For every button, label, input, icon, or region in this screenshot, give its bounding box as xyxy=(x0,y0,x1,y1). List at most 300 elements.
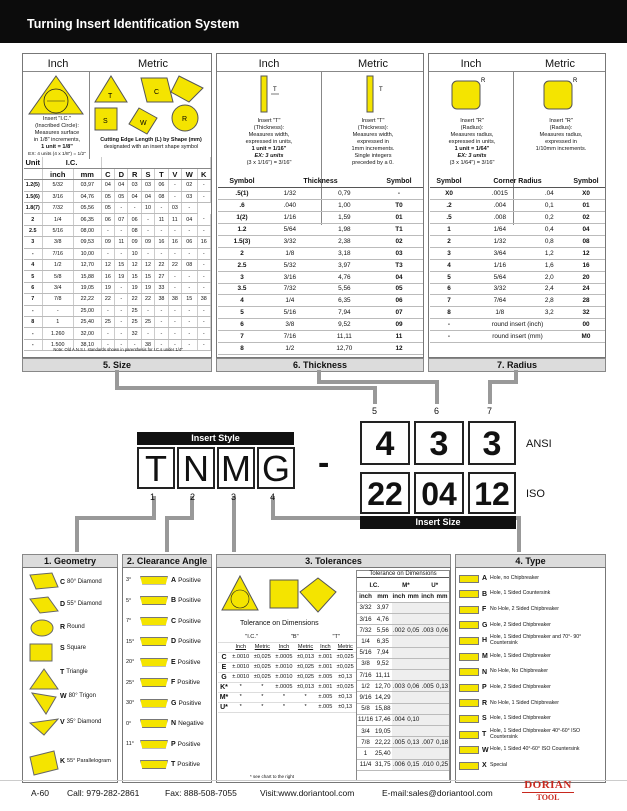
table-cell: - xyxy=(168,328,181,339)
clearance-angle: 30° xyxy=(126,700,135,706)
table-cell: 06 xyxy=(101,214,114,225)
tolerance-ic-row xyxy=(357,748,449,759)
table-cell: 5/8 xyxy=(42,271,73,282)
tolerance-ic-row xyxy=(357,681,449,692)
table-cell: - xyxy=(168,225,181,236)
clearance-code: P xyxy=(171,740,176,748)
insert-profile-icon xyxy=(140,658,168,667)
clearance-item xyxy=(126,736,212,752)
ansi-number-6: 6 xyxy=(434,406,440,416)
table-cell: 11,11 xyxy=(314,331,375,343)
footer-visit: Visit:www.doriantool.com xyxy=(260,788,355,798)
table-cell: 09 xyxy=(141,237,154,248)
table-cell: .5 xyxy=(430,212,468,224)
style-letter-1: T xyxy=(137,447,175,489)
type-text: No Hole, 2 Sided Chipbreaker xyxy=(490,605,559,612)
size-col: K xyxy=(197,168,210,179)
table-cell: ±0,025 xyxy=(252,662,274,672)
tol-head: "B" xyxy=(273,632,316,642)
table-cell: 8 xyxy=(218,342,266,354)
type-text: Hole, 1 Sided Countersink xyxy=(490,590,551,597)
table-cell: 7/16 xyxy=(266,331,314,343)
table-cell: 22,22 xyxy=(374,737,391,748)
type-code: F xyxy=(482,606,487,614)
tol-rhead2: inch xyxy=(420,591,435,602)
table-cell: 9/16 xyxy=(357,692,374,703)
rad-inch-1: (Radius): xyxy=(460,125,484,131)
table-cell: 1.260 xyxy=(42,328,73,339)
clearance-angle: 11° xyxy=(126,741,134,747)
clearance-item xyxy=(126,613,212,629)
table-cell xyxy=(420,614,435,625)
table-cell: - xyxy=(182,282,197,293)
table-cell: 2 xyxy=(218,247,266,259)
thick-metric-5: Single integers xyxy=(354,153,392,159)
thickness-row xyxy=(218,342,423,354)
table-cell: 1,2 xyxy=(532,247,567,259)
table-cell: .04 xyxy=(532,188,567,200)
size-row xyxy=(24,248,211,259)
table-cell xyxy=(420,748,435,759)
svg-text:S: S xyxy=(103,118,108,125)
thickness-row xyxy=(218,319,423,331)
table-cell: 1(2) xyxy=(218,212,266,224)
table-cell: 3/32 xyxy=(468,283,532,295)
table-cell: - xyxy=(182,339,197,350)
tol-head2: Inch xyxy=(230,642,252,652)
type-item xyxy=(459,711,605,726)
geometry-text: 80° Diamond xyxy=(67,579,102,585)
clearance-item xyxy=(126,757,212,773)
table-cell: - xyxy=(155,328,168,339)
table-cell: 08,00 xyxy=(73,225,101,236)
table-cell: 1.2(5) xyxy=(24,180,42,191)
table-cell xyxy=(420,692,435,703)
geometry-label: 1. Geometry xyxy=(22,554,118,568)
svg-text:T: T xyxy=(379,87,383,93)
size-inch-desc-1: (Inscribed Circle): xyxy=(35,123,79,129)
geometry-item-t xyxy=(60,662,88,682)
geometry-code: S xyxy=(60,644,65,652)
table-cell: 0,05 xyxy=(406,625,420,636)
thick-inch-3: expressed in units, xyxy=(245,139,293,145)
tol-footnote: * see chart to the right xyxy=(250,774,295,779)
geometry-text: 80° Trigon xyxy=(68,693,96,699)
table-cell: ±.001 xyxy=(316,682,334,692)
rad-inch-0: Insert "R" xyxy=(460,118,484,124)
table-cell: K* xyxy=(218,682,230,692)
type-code: X xyxy=(482,762,487,770)
table-cell: 7 xyxy=(430,295,468,307)
table-cell: 1/64 xyxy=(468,224,532,236)
table-cell: - xyxy=(168,248,181,259)
table-cell: - xyxy=(24,339,42,350)
clearance-text: Positive xyxy=(178,699,202,707)
clearance-item xyxy=(126,572,212,588)
table-cell: .004 xyxy=(468,200,532,212)
footer-fax: Fax: 888-508-7055 xyxy=(165,788,237,798)
geometry-item-v xyxy=(60,712,101,732)
table-cell: 4,76 xyxy=(314,271,375,283)
table-cell: ±0,025 xyxy=(252,652,274,662)
table-cell: 1/16 xyxy=(266,212,314,224)
table-cell: 6,35 xyxy=(374,636,391,647)
table-cell: 25,00 xyxy=(73,305,101,316)
table-cell: 03 xyxy=(141,180,154,191)
clearance-code: C xyxy=(171,617,177,625)
geometry-item-r xyxy=(60,617,85,637)
table-cell: - xyxy=(168,180,181,191)
insert-style-label: Insert Style xyxy=(137,432,294,445)
tolerance-ic-row xyxy=(357,714,449,725)
size-inch-desc-5: EX: 4 units (4 x 1/8") = 1/2" xyxy=(28,152,86,157)
table-cell xyxy=(406,670,420,681)
radius-row xyxy=(430,247,605,259)
table-cell: C xyxy=(218,652,230,662)
table-cell: * xyxy=(273,692,295,702)
insert-section-icon xyxy=(459,715,479,723)
table-cell: 16 xyxy=(567,259,605,271)
table-cell xyxy=(392,703,407,714)
insert-profile-icon xyxy=(140,576,168,585)
table-cell: ±.001 xyxy=(316,652,334,662)
type-text: Hole, 2 Sided Chipbreaker xyxy=(490,621,551,628)
table-cell: 38,10 xyxy=(73,339,101,350)
table-cell: 3,2 xyxy=(532,307,567,319)
insert-profile-icon xyxy=(140,699,168,708)
tol-head2: Metric xyxy=(252,642,274,652)
table-cell xyxy=(392,647,407,658)
ansi-digit-2: 3 xyxy=(414,421,464,465)
table-cell: 05 xyxy=(101,191,114,202)
radius-panel xyxy=(428,53,606,358)
ansi-digit-3: 3 xyxy=(468,421,516,465)
rad-inch-2: Measures radius, xyxy=(450,132,494,138)
table-cell: 27 xyxy=(155,271,168,282)
radius-insert-icon-metric xyxy=(541,74,581,114)
table-cell xyxy=(406,658,420,669)
tol-rhead2: mm xyxy=(435,591,449,602)
table-cell: 3/8 xyxy=(357,658,374,669)
geometry-code: C xyxy=(60,578,66,586)
table-cell: 19,05 xyxy=(374,725,391,736)
letter-number-3: 3 xyxy=(231,492,237,502)
table-cell: ±0,025 xyxy=(295,662,317,672)
size-label: 5. Size xyxy=(22,358,212,372)
insert-section-icon xyxy=(459,575,479,583)
table-cell: 06 xyxy=(155,180,168,191)
table-cell: 19 xyxy=(128,282,141,293)
tol-head: "T" xyxy=(316,632,356,642)
size-row xyxy=(24,271,211,282)
clearance-item xyxy=(126,675,212,691)
table-cell: 19 xyxy=(101,282,114,293)
letter-number-4: 4 xyxy=(270,492,276,502)
table-cell: 05,56 xyxy=(73,203,101,214)
table-cell: 04 xyxy=(182,214,197,225)
table-cell: - xyxy=(197,214,210,225)
table-cell: 14,29 xyxy=(374,692,391,703)
clearance-text: Positive xyxy=(177,658,201,666)
clearance-item xyxy=(126,593,212,609)
size-col: D xyxy=(115,168,128,179)
table-cell: ±.0010 xyxy=(273,662,295,672)
type-item xyxy=(459,680,605,695)
thick-metric-2: Measures width, xyxy=(352,132,394,138)
rad-metric-3: expressed in xyxy=(545,139,577,145)
size-col: mm xyxy=(73,168,101,179)
size-inch-desc-2: Measures surface xyxy=(34,130,80,136)
table-cell: - xyxy=(168,305,181,316)
insert-size-label: Insert Size xyxy=(360,516,516,529)
table-cell: - xyxy=(197,248,210,259)
connector-lines xyxy=(0,368,627,558)
table-cell: 7/16 xyxy=(357,670,374,681)
clearance-angle: 20° xyxy=(126,659,135,665)
thickness-row xyxy=(218,331,423,343)
table-cell: - xyxy=(101,328,114,339)
table-cell: 3 xyxy=(430,247,468,259)
table-cell: 19,05 xyxy=(73,282,101,293)
size-col: C xyxy=(101,168,114,179)
size-row xyxy=(24,237,211,248)
iso-digit-3: 12 xyxy=(468,472,516,514)
table-cell: 7 xyxy=(218,331,266,343)
rad-metric-2: Measures radius, xyxy=(539,132,583,138)
table-cell: - xyxy=(197,260,210,271)
type-code: B xyxy=(482,590,488,598)
table-cell: 4 xyxy=(430,259,468,271)
tolerance-ic-row xyxy=(357,625,449,636)
size-row xyxy=(24,203,211,214)
table-cell xyxy=(392,602,407,613)
tolerance-letter-table xyxy=(218,632,356,713)
table-cell: 32 xyxy=(567,307,605,319)
table-cell: 1.500 xyxy=(42,339,73,350)
rad-head-symbol2: Symbol xyxy=(567,176,605,188)
geometry-text: 55° Diamond xyxy=(67,601,102,607)
table-cell: 1,00 xyxy=(314,200,375,212)
geometry-text: 55° Parallelogram xyxy=(67,758,111,764)
clearance-text: Negative xyxy=(178,720,204,727)
table-cell xyxy=(435,703,449,714)
tolerance-ic-row xyxy=(357,636,449,647)
table-cell: 3,97 xyxy=(314,259,375,271)
size-row xyxy=(24,260,211,271)
ansi-number-7: 7 xyxy=(487,406,493,416)
size-inch-heading: Inch xyxy=(47,58,69,70)
tolerance-ic-row xyxy=(357,759,449,770)
tol-head2: Metric xyxy=(295,642,317,652)
table-cell: ±0,013 xyxy=(295,652,317,662)
rad-inch-6: (3 x 1/64") = 3/16" xyxy=(449,160,495,166)
table-cell: 01 xyxy=(375,212,423,224)
clearance-item xyxy=(126,654,212,670)
thickness-row xyxy=(218,271,423,283)
table-cell: 5/16 xyxy=(357,647,374,658)
table-cell: 08 xyxy=(128,225,141,236)
table-cell: - xyxy=(197,180,210,191)
table-cell: 3/64 xyxy=(468,247,532,259)
table-cell: 38 xyxy=(155,294,168,305)
footer-call: Call: 979-282-2861 xyxy=(67,788,140,798)
tol-head xyxy=(218,632,230,642)
table-cell: ±.0010 xyxy=(230,652,252,662)
table-cell: 8 xyxy=(430,307,468,319)
table-cell xyxy=(435,725,449,736)
table-cell: - xyxy=(182,203,197,214)
table-cell: 7/32 xyxy=(42,203,73,214)
size-row xyxy=(24,328,211,339)
table-cell: 01 xyxy=(567,200,605,212)
table-cell: .003 xyxy=(392,681,407,692)
table-cell xyxy=(406,748,420,759)
table-cell: 38 xyxy=(168,294,181,305)
size-col: R xyxy=(128,168,141,179)
type-code: T xyxy=(482,731,487,738)
size-row xyxy=(24,282,211,293)
clearance-item xyxy=(126,634,212,650)
table-cell: 20 xyxy=(567,271,605,283)
table-cell: 22 xyxy=(141,294,154,305)
thickness-row xyxy=(218,235,423,247)
table-cell: .5(1) xyxy=(218,188,266,200)
table-cell: .004 xyxy=(392,714,407,725)
table-cell: 09 xyxy=(375,319,423,331)
table-cell: 03,97 xyxy=(73,180,101,191)
table-cell: - xyxy=(197,328,210,339)
table-cell: 32 xyxy=(128,328,141,339)
tol-rhead: I.C. xyxy=(357,580,392,591)
table-cell: * xyxy=(273,702,295,712)
table-cell: 3,18 xyxy=(314,247,375,259)
table-cell: 0,79 xyxy=(314,188,375,200)
type-item xyxy=(459,758,605,773)
insert-section-icon xyxy=(459,746,479,754)
table-cell: 7,94 xyxy=(374,647,391,658)
type-text: Hole, 1 Sided Chipbreaker xyxy=(490,652,551,659)
table-cell: 1.5(3) xyxy=(218,235,266,247)
logo-bottom: TOOL xyxy=(522,792,574,803)
table-cell: .005 xyxy=(392,737,407,748)
tolerance-ic-row xyxy=(357,658,449,669)
table-cell: 6,35 xyxy=(314,295,375,307)
type-text: Hole, no Chipbreaker xyxy=(490,574,540,581)
geometry-item-w xyxy=(60,686,96,706)
dorian-logo[interactable] xyxy=(522,779,574,807)
size-col: T xyxy=(155,168,168,179)
thick-metric-1: (Thickness): xyxy=(357,125,389,131)
table-cell: 17,46 xyxy=(374,714,391,725)
table-cell: 22 xyxy=(101,294,114,305)
logo-top: DORIAN xyxy=(524,779,572,791)
table-cell: 1/8 xyxy=(266,247,314,259)
table-cell: 12,70 xyxy=(73,260,101,271)
tolerance-ic-row xyxy=(357,737,449,748)
table-cell: 11/16 xyxy=(357,714,374,725)
table-cell: 0,18 xyxy=(435,737,449,748)
table-cell xyxy=(406,636,420,647)
table-cell: - xyxy=(197,282,210,293)
tolerance-ic-row xyxy=(357,703,449,714)
table-cell: ±0,025 xyxy=(252,672,274,682)
size-head-unit: Unit xyxy=(25,157,41,167)
table-cell: 2,4 xyxy=(532,283,567,295)
table-cell: 1 xyxy=(42,316,73,327)
table-cell: 6 xyxy=(430,283,468,295)
table-cell: .006 xyxy=(392,759,407,770)
table-cell: * xyxy=(230,692,252,702)
type-text: Hole, 1 Sided Chipbreaker and 70°- 90° Countersink xyxy=(490,634,582,646)
table-cell: 7/16 xyxy=(42,248,73,259)
tolerance-ic-row xyxy=(357,602,449,613)
table-cell: 7/8 xyxy=(42,294,73,305)
thick-inch-2: Measures width, xyxy=(248,132,290,138)
thick-inch-1: (Thickness): xyxy=(253,125,285,131)
table-cell: E xyxy=(218,662,230,672)
table-cell: 03 xyxy=(182,191,197,202)
table-cell: 25 xyxy=(141,316,154,327)
table-cell: ±0,025 xyxy=(295,672,317,682)
tolerance-row xyxy=(218,652,356,662)
table-cell: 11 xyxy=(168,214,181,225)
table-cell: 04 xyxy=(375,271,423,283)
thickness-insert-icon xyxy=(255,74,283,118)
thick-head-symbol2: Symbol xyxy=(375,176,423,188)
table-cell: - xyxy=(168,339,181,350)
table-cell: 22,22 xyxy=(73,294,101,305)
table-cell: T1 xyxy=(375,224,423,236)
footer-email: E-mail:sales@doriantool.com xyxy=(382,788,493,798)
table-cell: 3/32 xyxy=(357,602,374,613)
table-cell: 0,10 xyxy=(406,714,420,725)
table-cell: ±.0010 xyxy=(273,672,295,682)
insert-section-icon xyxy=(459,762,479,770)
table-cell: - xyxy=(197,305,210,316)
type-code: S xyxy=(482,715,487,723)
tol-head2 xyxy=(218,642,230,652)
table-cell: 1/4 xyxy=(42,214,73,225)
table-cell: 03 xyxy=(168,203,181,214)
table-cell: 04 xyxy=(567,224,605,236)
size-table xyxy=(24,157,211,351)
svg-text:R: R xyxy=(573,78,578,84)
geometry-code: K xyxy=(60,757,66,765)
table-cell: 6 xyxy=(24,282,42,293)
table-cell: ±0,13 xyxy=(334,672,356,682)
table-cell: 16 xyxy=(155,237,168,248)
table-cell: 03 xyxy=(128,180,141,191)
table-cell: * xyxy=(295,692,317,702)
tolerance-ic-row xyxy=(357,692,449,703)
table-cell: .005 xyxy=(420,681,435,692)
insert-section-icon xyxy=(459,684,479,692)
clearance-angle: 5° xyxy=(126,597,132,604)
size-row xyxy=(24,191,211,202)
table-cell: 5 xyxy=(430,271,468,283)
size-col: S xyxy=(141,168,154,179)
table-cell: - xyxy=(115,316,128,327)
table-cell: 0,2 xyxy=(532,212,567,224)
table-cell: 12 xyxy=(567,247,605,259)
table-cell: - xyxy=(430,331,468,343)
tolerances-label: 3. Tolerances xyxy=(216,554,451,568)
table-cell: - xyxy=(168,191,181,202)
thickness-row xyxy=(218,224,423,236)
table-cell xyxy=(420,703,435,714)
tol-head2: Inch xyxy=(316,642,334,652)
table-cell: 0,13 xyxy=(435,681,449,692)
